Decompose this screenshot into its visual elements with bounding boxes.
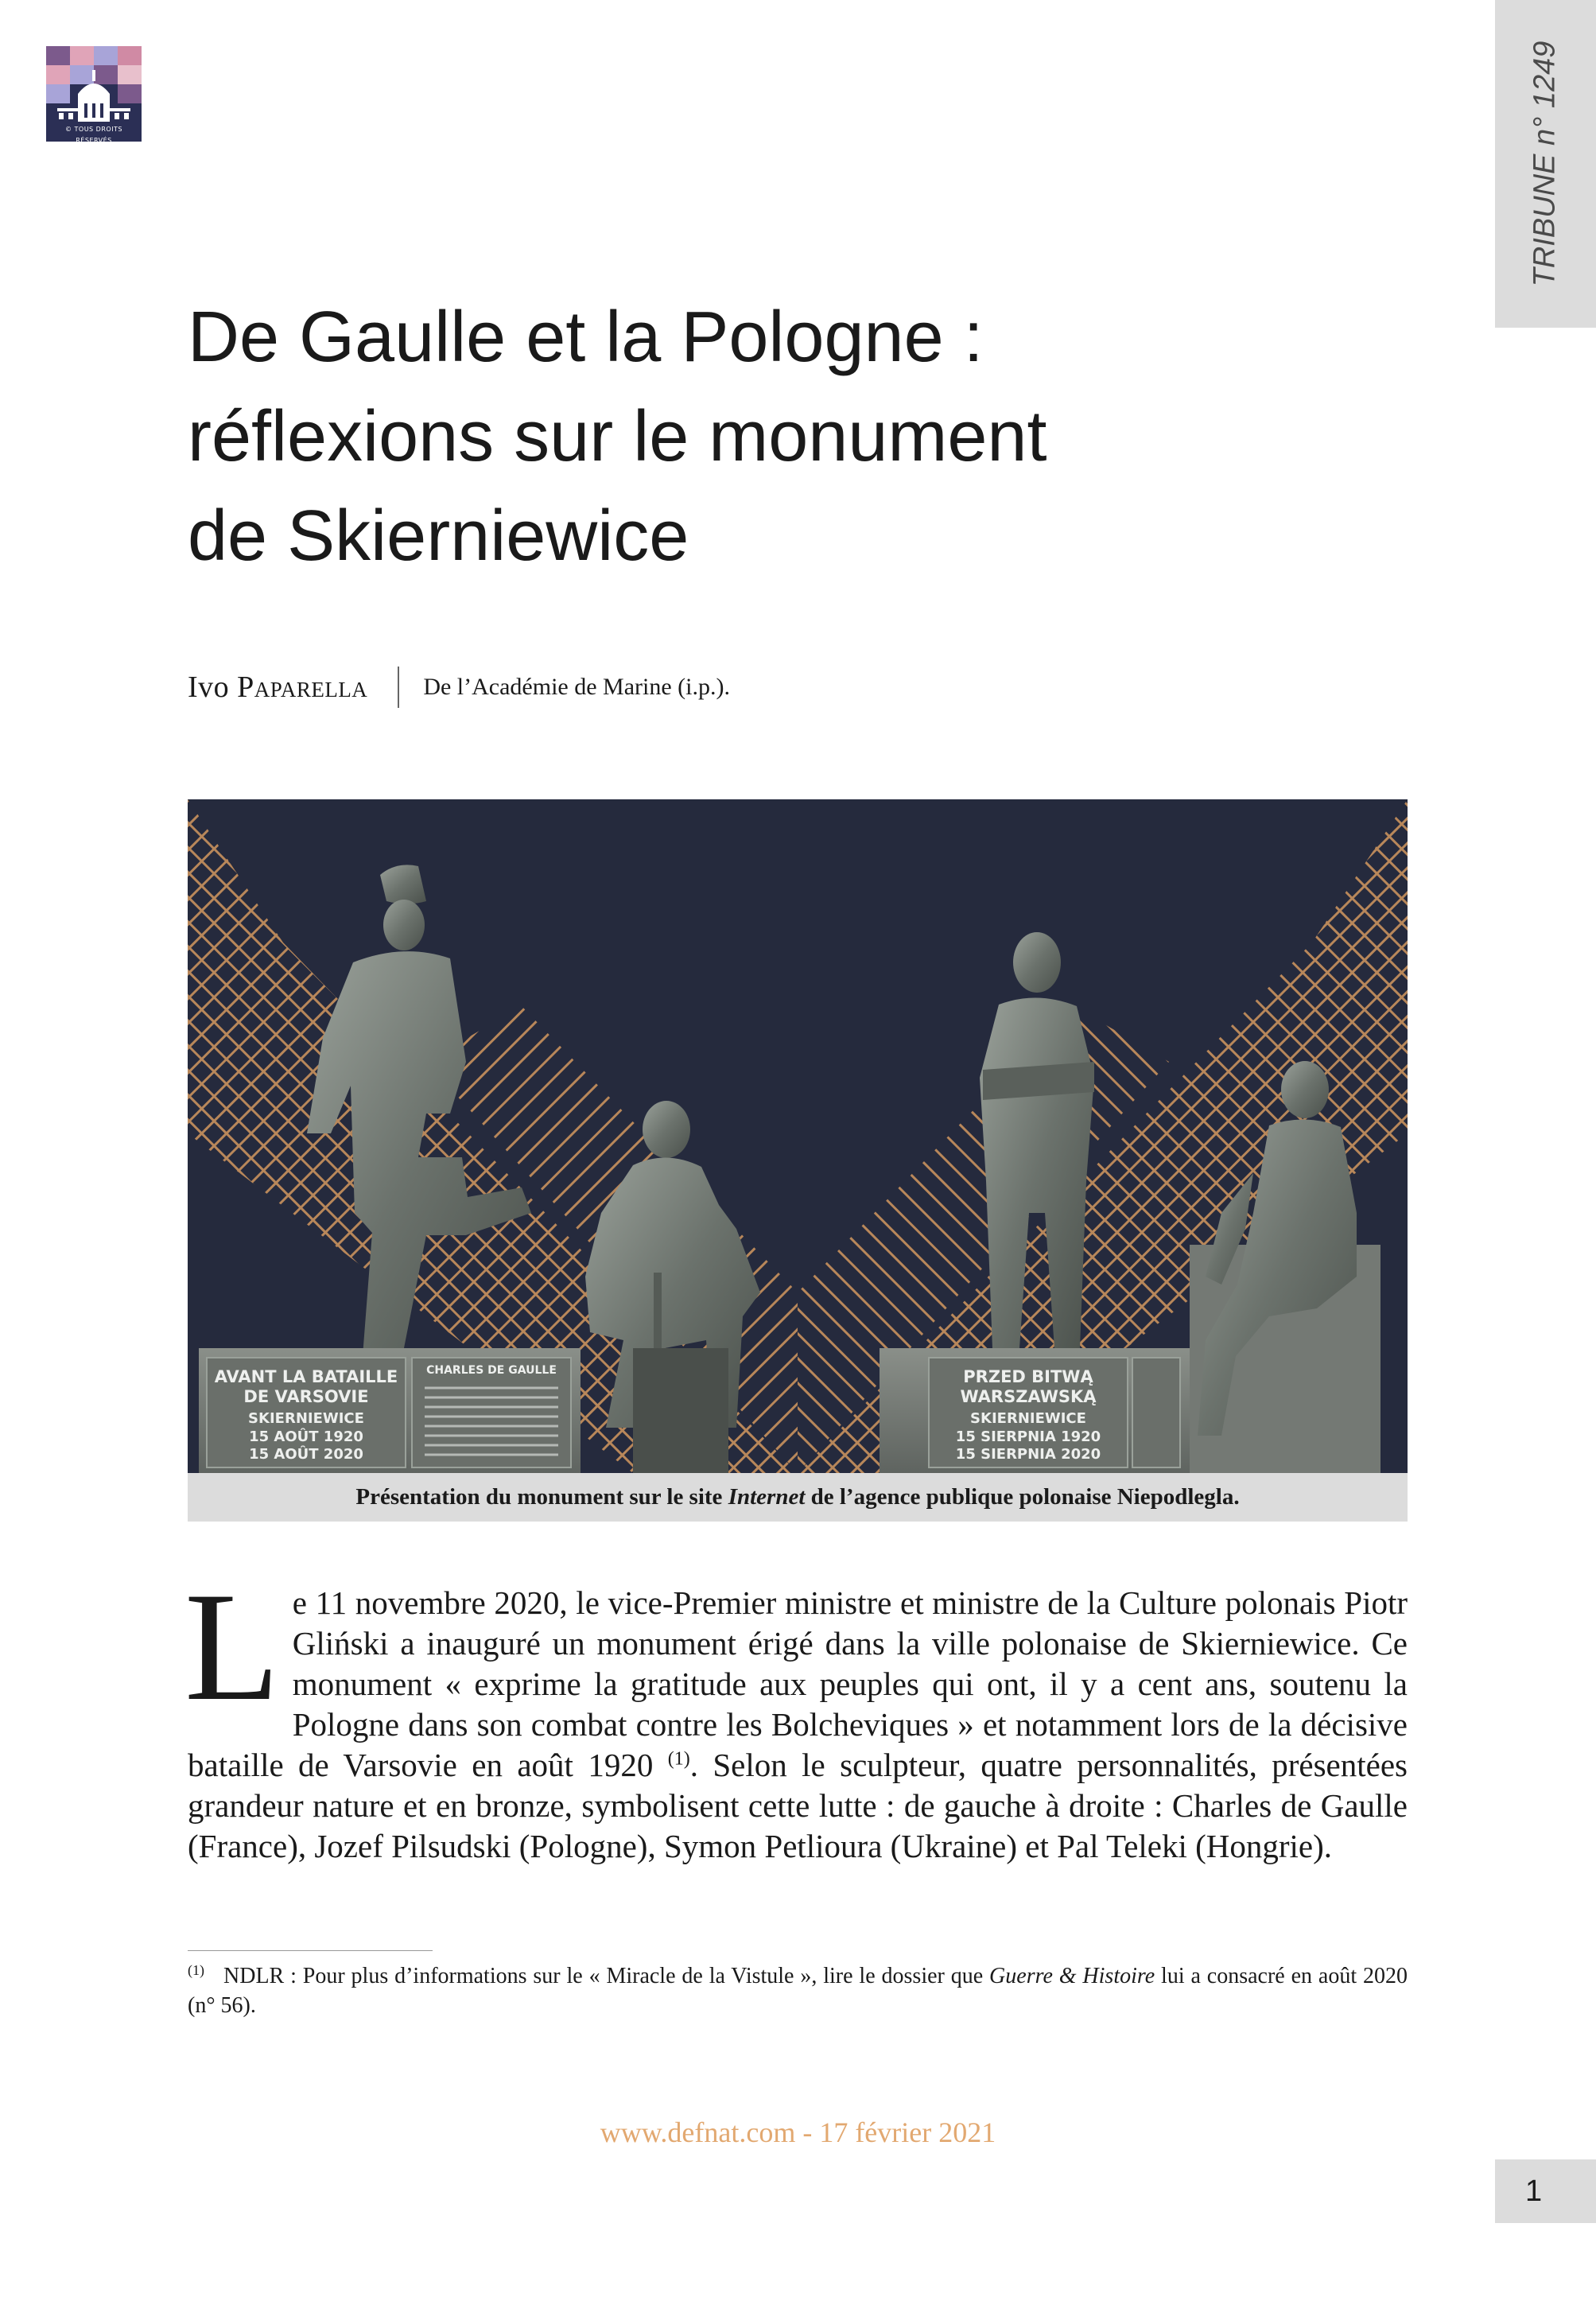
- byline: [188, 665, 730, 709]
- plaque-de-gaulle-title: CHARLES DE GAULLE: [426, 1364, 557, 1377]
- plaque-left-line: DE VARSOVIE: [243, 1387, 369, 1406]
- logo-caption: © TOUS DROITS RÉSERVÉS: [46, 124, 142, 135]
- footnote-reference[interactable]: (1): [667, 1748, 690, 1770]
- plinth-center: [633, 1348, 728, 1473]
- author-affiliation: De l’Académie de Marine (i.p.).: [423, 674, 730, 700]
- page-footer[interactable]: www.defnat.com - 17 février 2021: [600, 2116, 996, 2148]
- byline-separator: [398, 667, 399, 708]
- author-last-name: Paparella: [237, 670, 368, 704]
- article-body: [184, 1561, 1408, 1867]
- body-text-part: . Selon le sculpteur, quatre personnalités, présentées grandeur nature et en bronze, symbolisent cette lutte : de gauche à droite : Charles de Gaulle (France), Jozef Pilsudski (Pologne), Symon Petlioura (Ukraine) et Pal Teleki (Hongrie).: [188, 1747, 1408, 1864]
- figure-caption: [188, 1473, 1408, 1522]
- page-number: 1: [1525, 2175, 1543, 2208]
- footnote: [188, 1961, 1408, 2020]
- monument-illustration: [188, 799, 1408, 1473]
- plaque-right-line: PRZED BITWĄ: [963, 1367, 1093, 1386]
- plaque-right-line: 15 SIERPNIA 1920: [955, 1428, 1101, 1445]
- caption-italic: Internet: [728, 1484, 806, 1510]
- footnote-mark: (1): [188, 1961, 204, 1978]
- body-text-part: e 11 novembre 2020, le vice-Premier ministre et ministre de la Culture polonais Piotr Gliński a inauguré un monument érigé dans la ville polonaise de Skierniewice. Ce monument « exprime la gratitude aux peuples qui ont, il y a cent ans, soutenu la Pologne dans son combat contre les Bolcheviques » et notamment lors de la décisive bataille de Varsovie en août 1920: [188, 1584, 1408, 1783]
- plaque-left-line: AVANT LA BATAILLE: [214, 1367, 398, 1386]
- title-line: réflexions sur le monument: [188, 397, 1047, 476]
- plaque-right-line: SKIERNIEWICE: [970, 1410, 1086, 1427]
- plaque-left-line: 15 AOÛT 1920: [249, 1428, 363, 1445]
- footnote-rule: [188, 1950, 433, 1951]
- plaque-left-line: 15 AOÛT 2020: [249, 1446, 363, 1463]
- plaque-right-line: 15 SIERPNIA 2020: [955, 1446, 1101, 1463]
- footnote-text-end: lui a consacré en août 2020 (n° 56).: [188, 1964, 1408, 2018]
- title-line: de Skierniewice: [188, 496, 689, 576]
- drop-cap: L: [184, 1561, 280, 1733]
- plaque-right-aux: [1132, 1358, 1180, 1467]
- caption-text: Présentation du monument sur le site: [355, 1484, 728, 1510]
- monument-figure: [188, 799, 1408, 1473]
- title-line: De Gaulle et la Pologne :: [188, 297, 984, 377]
- caption-text-end: de l’agence publique polonaise Niepodlegla.: [805, 1484, 1240, 1510]
- article-title: [188, 288, 1341, 586]
- author-first-name: Ivo: [188, 670, 230, 704]
- tribune-number-label: TRIBUNE n° 1249: [1528, 41, 1562, 287]
- author-name: [188, 670, 367, 705]
- footnote-italic: Guerre & Histoire: [989, 1964, 1155, 1988]
- plaque-right-line: WARSZAWSKĄ: [960, 1387, 1097, 1406]
- footnote-text: NDLR : Pour plus d’informations sur le « Miracle de la Vistule », lire le dossier que: [223, 1964, 990, 1988]
- page-number-box: [1495, 2159, 1596, 2223]
- plaque-left-line: SKIERNIEWICE: [248, 1410, 364, 1427]
